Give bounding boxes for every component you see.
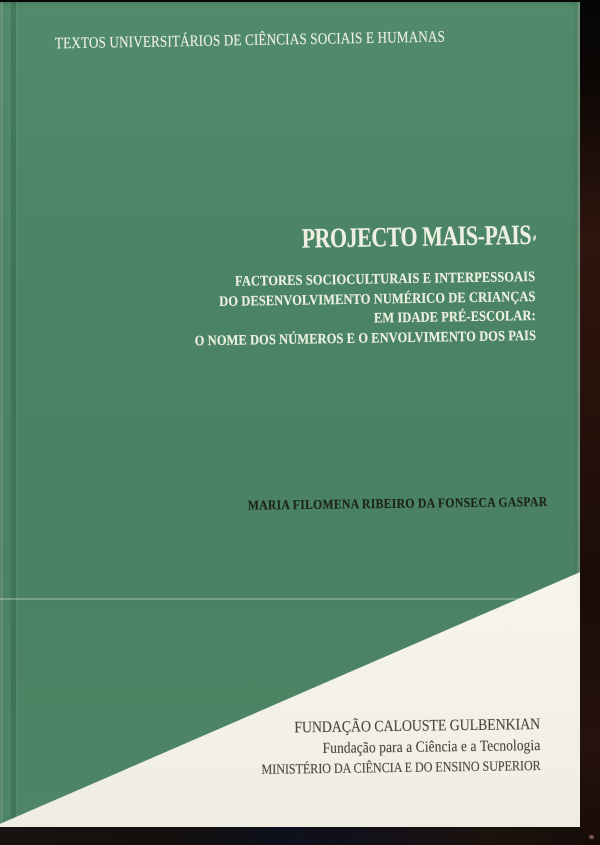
publisher-block	[261, 714, 541, 781]
page-edge-right	[576, 2, 580, 827]
spine-crease	[11, 2, 16, 827]
subtitle-line: O NOME DOS NÚMEROS E O ENVOLVIMENTO DOS PAIS	[194, 327, 537, 349]
publisher-line: MINISTÉRIO DA CIÊNCIA E DO ENSINO SUPERIOR	[261, 758, 541, 778]
subtitle-line: EM IDADE PRÉ-ESCOLAR:	[373, 307, 536, 327]
scanner-bed-bottom-shadow	[0, 827, 580, 845]
horizontal-scan-crease	[0, 598, 580, 600]
author-name: MARIA FILOMENA RIBEIRO DA FONSECA GASPAR	[247, 494, 548, 513]
publisher-line: FUNDAÇÃO CALOUSTE GULBENKIAN	[294, 715, 541, 737]
series-title: TEXTOS UNIVERSITÁRIOS DE CIÊNCIAS SOCIAIS E HUMANAS	[54, 28, 446, 53]
book-subtitle	[194, 268, 537, 351]
diagonal-white-panel	[0, 569, 580, 827]
scan-artifact	[589, 835, 594, 839]
book-title: PROJECTO MAIS-PAIS	[301, 220, 532, 255]
book-cover	[0, 2, 580, 827]
subtitle-line: DO DESENVOLVIMENTO NUMÉRICO DE CRIANÇAS	[219, 288, 536, 310]
page-edge-left	[0, 2, 3, 827]
scan-speck	[532, 235, 537, 242]
subtitle-line: FACTORES SOCIOCULTURAIS E INTERPESSOAIS	[234, 268, 536, 290]
scanner-bed-right-shadow	[580, 0, 600, 845]
publisher-line: Fundação para a Ciência e a Tecnologia	[322, 736, 541, 758]
